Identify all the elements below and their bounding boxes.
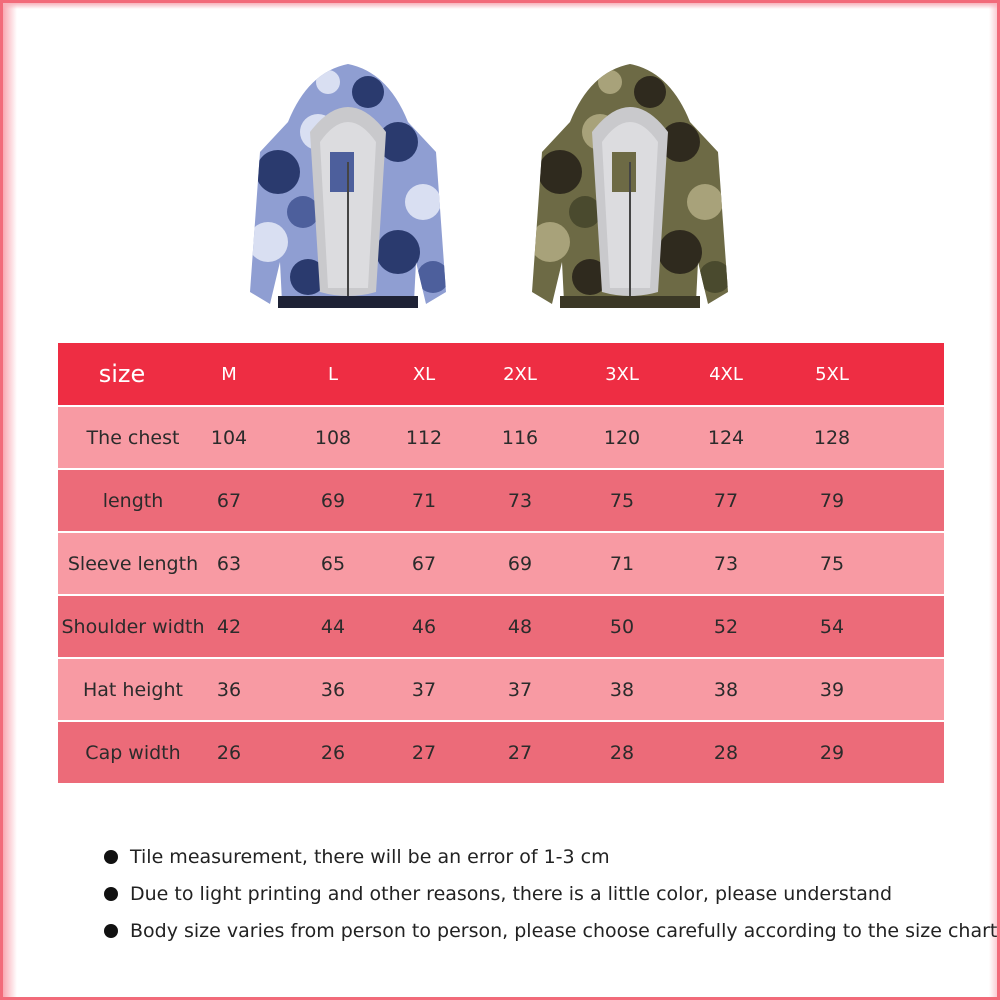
row-label: The chest xyxy=(86,426,180,449)
size-header-label: size xyxy=(98,360,146,388)
bullet-icon xyxy=(104,887,118,901)
bullet-icon xyxy=(104,924,118,938)
table-cell: 71 xyxy=(609,552,635,575)
row-label: Hat height xyxy=(83,678,183,701)
blue-camo-hoodie-image xyxy=(248,52,448,320)
table-cell: 38 xyxy=(713,678,739,701)
table-cell: 71 xyxy=(411,489,437,512)
table-cell: 50 xyxy=(609,615,635,638)
table-cell: 73 xyxy=(713,552,739,575)
table-cell: 112 xyxy=(405,426,443,449)
table-cell: 69 xyxy=(320,489,346,512)
table-cell: 116 xyxy=(501,426,539,449)
table-cell: 27 xyxy=(411,741,437,764)
table-cell: 104 xyxy=(210,426,248,449)
note-text: Tile measurement, there will be an error of 1-3 cm xyxy=(130,845,610,868)
table-cell: 79 xyxy=(819,489,845,512)
bullet-icon xyxy=(104,850,118,864)
table-cell: 28 xyxy=(713,741,739,764)
table-cell: 37 xyxy=(411,678,437,701)
table-row-length xyxy=(58,470,944,531)
notes-list xyxy=(104,838,997,949)
blue-hoodie-illustration xyxy=(248,52,448,320)
table-cell: 36 xyxy=(216,678,242,701)
note-item xyxy=(104,875,997,912)
row-label: Shoulder width xyxy=(61,615,205,638)
table-cell: 69 xyxy=(507,552,533,575)
table-cell: 38 xyxy=(609,678,635,701)
size-col-header: 4XL xyxy=(709,363,743,385)
size-col-header: 3XL xyxy=(605,363,639,385)
table-cell: 37 xyxy=(507,678,533,701)
table-cell: 75 xyxy=(819,552,845,575)
table-cell: 65 xyxy=(320,552,346,575)
note-item xyxy=(104,838,997,875)
table-cell: 46 xyxy=(411,615,437,638)
table-cell: 29 xyxy=(819,741,845,764)
table-cell: 63 xyxy=(216,552,242,575)
table-cell: 75 xyxy=(609,489,635,512)
note-text: Body size varies from person to person, please choose carefully according to the size chart xyxy=(130,919,998,942)
table-row-hat-height xyxy=(58,659,944,720)
table-cell: 77 xyxy=(713,489,739,512)
size-col-header: 5XL xyxy=(815,363,849,385)
size-col-header: 2XL xyxy=(503,363,537,385)
table-cell: 120 xyxy=(603,426,641,449)
note-item xyxy=(104,912,997,949)
table-cell: 128 xyxy=(813,426,851,449)
size-col-header: XL xyxy=(412,363,436,385)
table-cell: 36 xyxy=(320,678,346,701)
table-cell: 44 xyxy=(320,615,346,638)
table-cell: 26 xyxy=(320,741,346,764)
table-cell: 39 xyxy=(819,678,845,701)
table-cell: 27 xyxy=(507,741,533,764)
table-row-cap-width xyxy=(58,722,944,783)
table-row-sleeve-length xyxy=(58,533,944,594)
size-col-header: L xyxy=(327,363,339,385)
note-text: Due to light printing and other reasons, there is a little color, please understand xyxy=(130,882,893,905)
table-cell: 42 xyxy=(216,615,242,638)
table-cell: 54 xyxy=(819,615,845,638)
table-row-shoulder-width xyxy=(58,596,944,657)
table-cell: 28 xyxy=(609,741,635,764)
size-header-row xyxy=(58,343,944,405)
green-camo-hoodie-image xyxy=(530,52,730,320)
green-hoodie-illustration xyxy=(530,52,730,320)
table-cell: 67 xyxy=(216,489,242,512)
size-chart-table xyxy=(58,343,944,785)
table-cell: 108 xyxy=(314,426,352,449)
table-cell: 52 xyxy=(713,615,739,638)
row-label: Cap width xyxy=(85,741,181,764)
table-cell: 26 xyxy=(216,741,242,764)
table-cell: 124 xyxy=(707,426,745,449)
table-cell: 67 xyxy=(411,552,437,575)
row-label: length xyxy=(102,489,164,512)
size-col-header: M xyxy=(221,363,237,385)
table-cell: 48 xyxy=(507,615,533,638)
table-row-chest xyxy=(58,407,944,468)
table-cell: 73 xyxy=(507,489,533,512)
row-label: Sleeve length xyxy=(67,552,199,575)
